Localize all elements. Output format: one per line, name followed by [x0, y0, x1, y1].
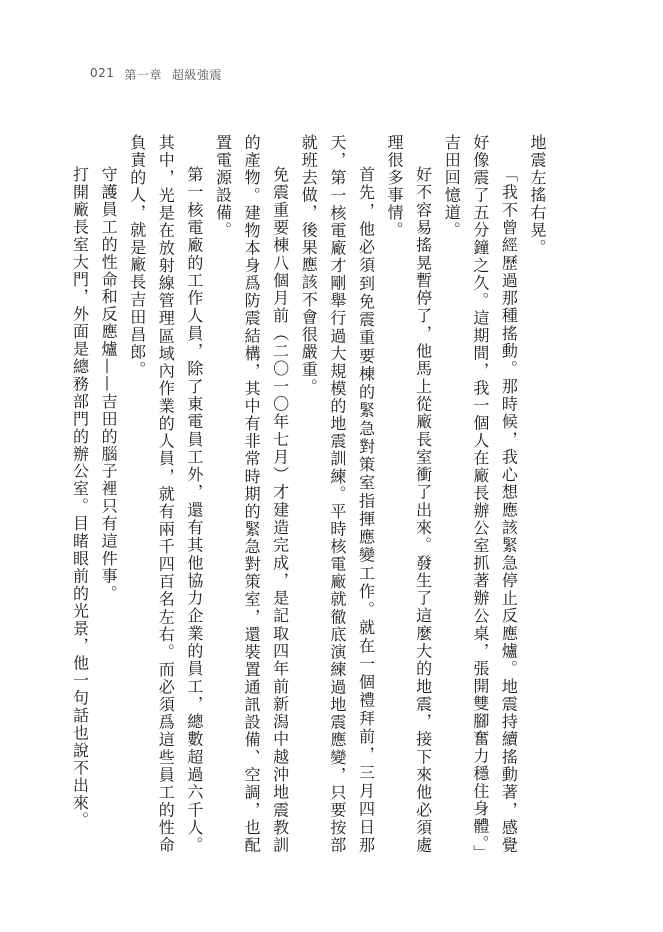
paragraph: 地震左搖右晃。	[528, 134, 547, 257]
paragraph: 首先，他必須到免震重要棟的緊急對策室指揮應變工作。就在一個禮拜前，三月四日那天，第一核電廠才剛舉行過大規模的地震訓練。平時核電廠就徹底演練過地震應變，只要按部就班去做，後果應該不會很嚴重。	[299, 134, 376, 854]
paragraph: 好不容易搖晃暫停了，他馬上從廠長室衝了出來。發生了這麼大的地震，接下來他必須處理很多事情。	[385, 134, 433, 854]
chapter-label: 第一章	[124, 68, 162, 82]
page-number: 021	[90, 66, 115, 80]
vertical-body-text	[70, 134, 551, 854]
chapter-title: 超級強震	[171, 68, 222, 82]
running-header	[90, 66, 222, 83]
paragraph: 打開廠長室大門，外面是總務部門的辦公室。目睹眼前的光景，他一句話也說不出來。	[70, 166, 90, 830]
paragraph: 免震重要棟八個月前（二〇一〇年七月）才建造完成，是記取四年前新潟中越沖地震教訓的產物。建物本身爲防震結構，其中有非常時期的緊急對策室，還裝置通訊設備、空調，也配置電源設備。	[213, 134, 290, 854]
paragraph: 第一核電廠的工作人員，除了東電員工外，還有其他協力企業的員工，總數超過六千人。其中，光是在放射線管理區域內作業的人員，就有兩千四百名左右。而必須爲這些員工的性命負責的人，就是廠長吉田昌郎。	[127, 134, 204, 854]
paragraph: 守護員工的性命和反應爐——吉田的腦子裡只有這件事。	[99, 166, 119, 603]
paragraph: 「我不曾經歷過那種搖動。那時候，我心想應該緊急停止反應爐。地震持續搖動著，感覺好像震了五分鐘之久。這期間，我一個人在廠長辦公室抓著辦公桌，張開雙腳奮力穩住身體。」吉田回憶道。	[442, 134, 519, 854]
